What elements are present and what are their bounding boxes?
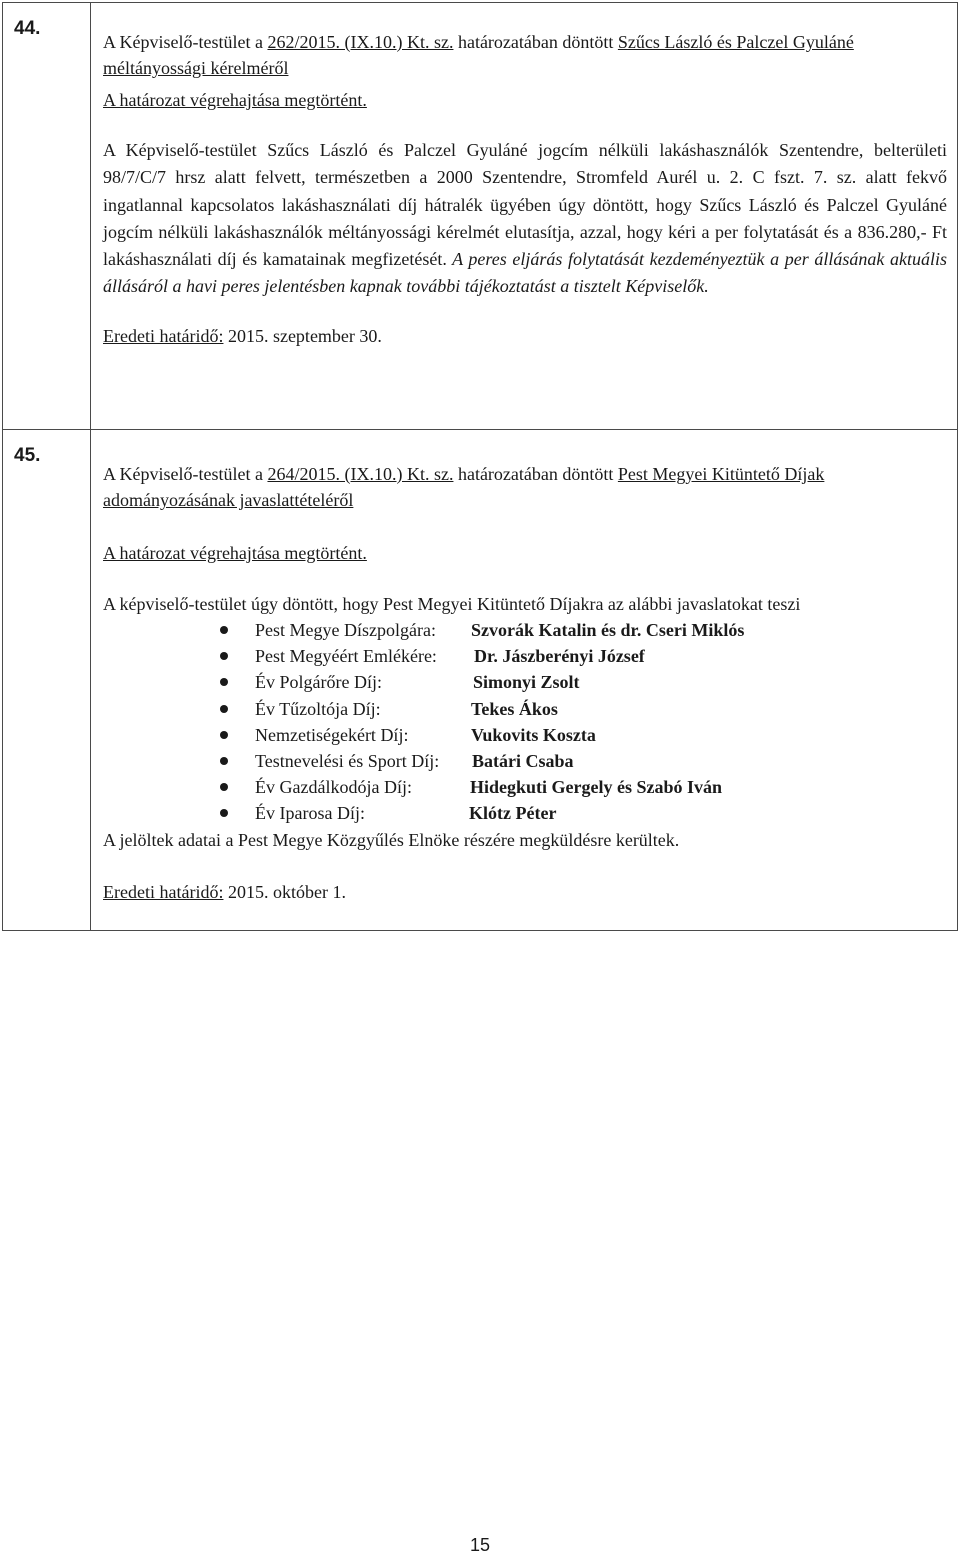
item-content-cell <box>91 3 958 430</box>
resolution-row-44 <box>3 3 958 430</box>
resolution-subject: Szűcs László és Palczel Gyuláné méltányossági kérelméről <box>103 32 854 78</box>
original-deadline <box>103 323 947 349</box>
execution-status: A határozat végrehajtása megtörtént. <box>103 543 367 563</box>
item-number-cell <box>3 3 91 430</box>
bullet-icon <box>220 705 228 713</box>
bullet-icon <box>220 626 228 634</box>
award-item <box>103 617 947 643</box>
award-item <box>103 800 947 826</box>
resolution-row-45 <box>3 430 958 931</box>
award-nominee: Klótz Péter <box>469 803 557 824</box>
award-name: Év Tűzoltója Díj: <box>255 698 381 719</box>
award-name: Pest Megye Díszpolgára: <box>255 620 436 640</box>
bullet-icon <box>220 678 228 686</box>
nominee-data-note: A jelöltek adatai a Pest Megye Közgyűlés Elnöke részére megküldésre kerültek. <box>103 829 680 850</box>
title-prefix: A Képviselő-testület a <box>103 464 268 484</box>
award-nominee: Szvorák Katalin és dr. Cseri Miklós <box>471 620 745 640</box>
title-middle: határozatában döntött <box>453 32 618 52</box>
body-italic-note: A peres eljárás folytatását kezdeményeztük a per állásának aktuális állásáról a havi peres jelentésben kapnak további tájékoztatást a tisztelt Képviselők. <box>103 249 948 297</box>
bullet-icon <box>220 652 228 660</box>
award-item <box>103 669 947 695</box>
award-name: Év Polgárőre Díj: <box>255 672 382 693</box>
award-name: Év Iparosa Díj: <box>255 803 365 824</box>
resolution-number: 262/2015. (IX.10.) Kt. sz. <box>267 32 454 52</box>
award-nominee: Simonyi Zsolt <box>473 672 580 693</box>
award-nominee: Batári Csaba <box>472 750 574 771</box>
award-nominations-list <box>103 617 947 827</box>
resolution-title <box>103 461 947 513</box>
title-middle: határozatában döntött <box>453 464 618 484</box>
item-number-cell <box>3 430 91 931</box>
page-number: 15 <box>469 1535 491 1555</box>
award-item <box>103 722 947 748</box>
award-item <box>103 774 947 800</box>
bullet-icon <box>220 757 228 765</box>
bullet-icon <box>220 783 228 791</box>
bullet-icon <box>220 809 228 817</box>
award-name: Év Gazdálkodója Díj: <box>255 777 412 798</box>
award-nominee: Dr. Jászberényi József <box>474 646 645 667</box>
deadline-label: Eredeti határidő: <box>103 325 224 346</box>
resolution-title <box>103 29 947 81</box>
execution-status: A határozat végrehajtása megtörtént. <box>103 90 367 110</box>
deadline-value: 2015. szeptember 30. <box>223 325 382 346</box>
item-content-cell <box>91 430 958 931</box>
award-item <box>103 748 947 774</box>
decision-intro: A képviselő-testület úgy döntött, hogy Pest Megyei Kitüntető Díjakra az alábbi javaslatokat teszi <box>103 594 801 614</box>
item-number: 44. <box>14 18 41 39</box>
title-prefix: A Képviselő-testület a <box>103 32 268 52</box>
deadline-value: 2015. október 1. <box>223 881 346 902</box>
resolutions-table <box>2 2 958 931</box>
award-nominee: Tekes Ákos <box>471 698 558 719</box>
resolution-number: 264/2015. (IX.10.) Kt. sz. <box>267 464 454 484</box>
award-item <box>103 696 947 722</box>
resolution-body <box>103 137 947 301</box>
item-number: 45. <box>14 445 41 466</box>
bullet-icon <box>220 731 228 739</box>
award-name: Testnevelési és Sport Díj: <box>255 750 440 771</box>
award-name: Pest Megyéért Emlékére: <box>255 646 437 667</box>
original-deadline <box>103 879 947 905</box>
award-name: Nemzetiségekért Díj: <box>255 724 409 745</box>
award-nominee: Vukovits Koszta <box>471 724 596 745</box>
resolution-subject: Pest Megyei Kitüntető Díjak adományozásának javaslattételéről <box>103 464 825 510</box>
award-item <box>103 643 947 669</box>
body-text: A Képviselő-testület Szűcs László és Palczel Gyuláné jogcím nélküli lakáshasználók Szentendre, belterületi 98/7/C/7 hrsz alatt felvett, természetben a 2000 Szentendre, Stromfeld Aurél u. 2. C fszt. 7. sz. alatt fekvő ingatlannal kapcsolatos lakáshasználati díj hátralék ügyében úgy döntött, hogy Szűcs László és Palczel Gyuláné jogcím nélküli lakáshasználók méltányossági kérelmét elutasítja, azzal, hogy kéri a per folytatását és a 836.280,- Ft lakáshasználati díj és kamatainak megfizetését. <box>103 140 947 270</box>
deadline-label: Eredeti határidő: <box>103 881 224 902</box>
award-nominee: Hidegkuti Gergely és Szabó Iván <box>470 777 723 798</box>
